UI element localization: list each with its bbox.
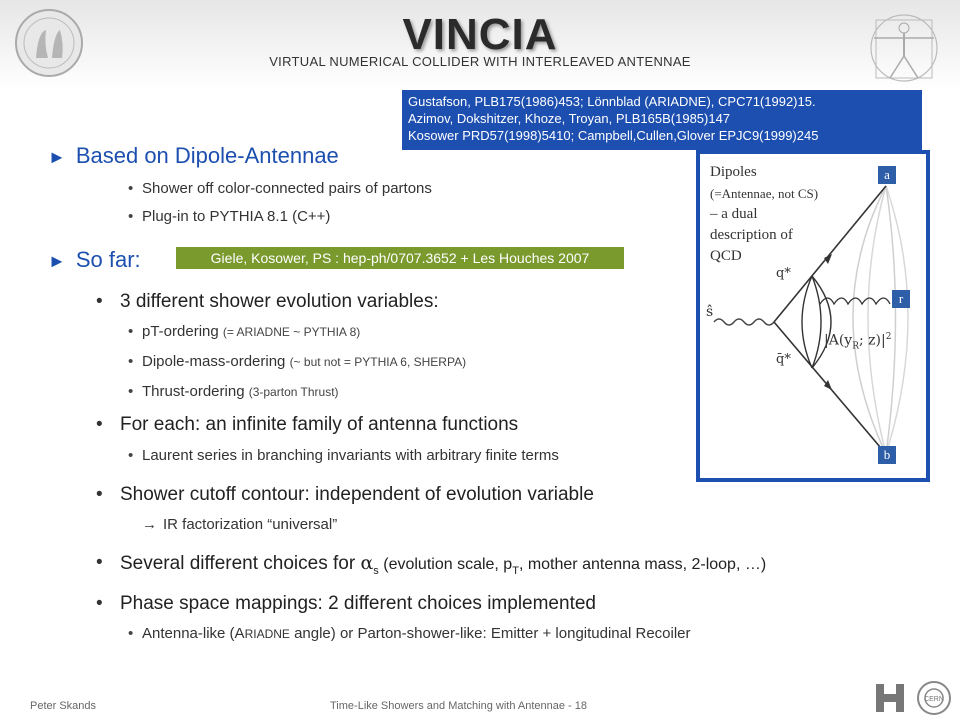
cutoff-sub-item: → IR factorization “universal”: [142, 516, 338, 533]
parton-label-a: a: [878, 166, 896, 184]
bullet-shower-cutoff: • Shower cutoff contour: independent of evolution variable: [120, 484, 594, 506]
bullet-alpha-s: • Several different choices for $\alpha_s$ (evolution scale, $p_T$, mother antenna mass, 2-loop, …): [120, 552, 766, 577]
references-box: [402, 90, 922, 150]
heading-so-far: ► So far:: [48, 247, 141, 272]
list-item: • Thrust-ordering (3-parton Thrust): [142, 383, 339, 400]
list-item: • pT-ordering (= ARIADNE ~ PYTHIA 8): [142, 323, 360, 340]
reference-line: Kosower PRD57(1998)5410; Campbell,Cullen,Glover EPJC9(1999)245: [408, 128, 819, 143]
parton-label-r: r: [892, 290, 910, 308]
right-arrow-icon: →: [142, 516, 157, 533]
footer-author: Peter Skands: [30, 700, 97, 712]
footer-talk-title: Time-Like Showers and Matching with Antennae - 18: [330, 700, 588, 712]
triangle-bullet-icon: ►: [48, 147, 66, 167]
amplitude-label: $|A(y_R$; $z)|^2$: [824, 332, 892, 352]
dipole-diagram: [696, 150, 930, 482]
triangle-bullet-icon: ►: [48, 251, 66, 271]
slide-subtitle: VIRTUAL NUMERICAL COLLIDER WITH INTERLEAVED ANTENNAE: [269, 54, 691, 69]
bullet-phase-space: • Phase space mappings: 2 different choices implemented: [120, 593, 596, 615]
slide-title: VINCIA: [402, 10, 558, 59]
list-item: • Shower off color-connected pairs of partons: [142, 180, 432, 197]
list-item: • Antenna-like (ARIADNE angle) or Parton-shower-like: Emitter + longitudinal Recoiler: [142, 625, 691, 642]
cern-logo: [916, 680, 952, 716]
bullet-evolution-variables: • 3 different shower evolution variables:: [120, 291, 439, 313]
so-far-reference: Giele, Kosower, PS : hep-ph/0707.3652 + Les Houches 2007: [176, 247, 624, 269]
svg-text:CERN: CERN: [924, 696, 944, 703]
qbar-star-label: q̄*: [776, 352, 791, 367]
diagram-caption: Dipoles (=Antennae, not CS) – a dual description of QCD: [710, 164, 819, 264]
list-item: • Plug-in to PYTHIA 8.1 (C++): [142, 208, 330, 225]
reference-line: Gustafson, PLB175(1986)453; Lönnblad (ARIADNE), CPC71(1992)15.: [408, 94, 816, 109]
reference-line: Azimov, Dokshitzer, Khoze, Troyan, PLB165B(1985)147: [408, 111, 731, 126]
parton-label-b: b: [878, 446, 896, 464]
heading-based-on: ► Based on Dipole-Antennae: [48, 143, 339, 168]
bullet-antenna-functions: • For each: an infinite family of antenna functions: [120, 414, 518, 436]
list-item: • Dipole-mass-ordering (~ but not = PYTHIA 6, SHERPA): [142, 353, 466, 370]
fermilab-logo: [872, 682, 908, 714]
list-item: • Laurent series in branching invariants with arbitrary finite terms: [142, 447, 559, 464]
q-star-label: q*: [776, 266, 791, 281]
s-hat-label: ŝ: [706, 304, 714, 320]
